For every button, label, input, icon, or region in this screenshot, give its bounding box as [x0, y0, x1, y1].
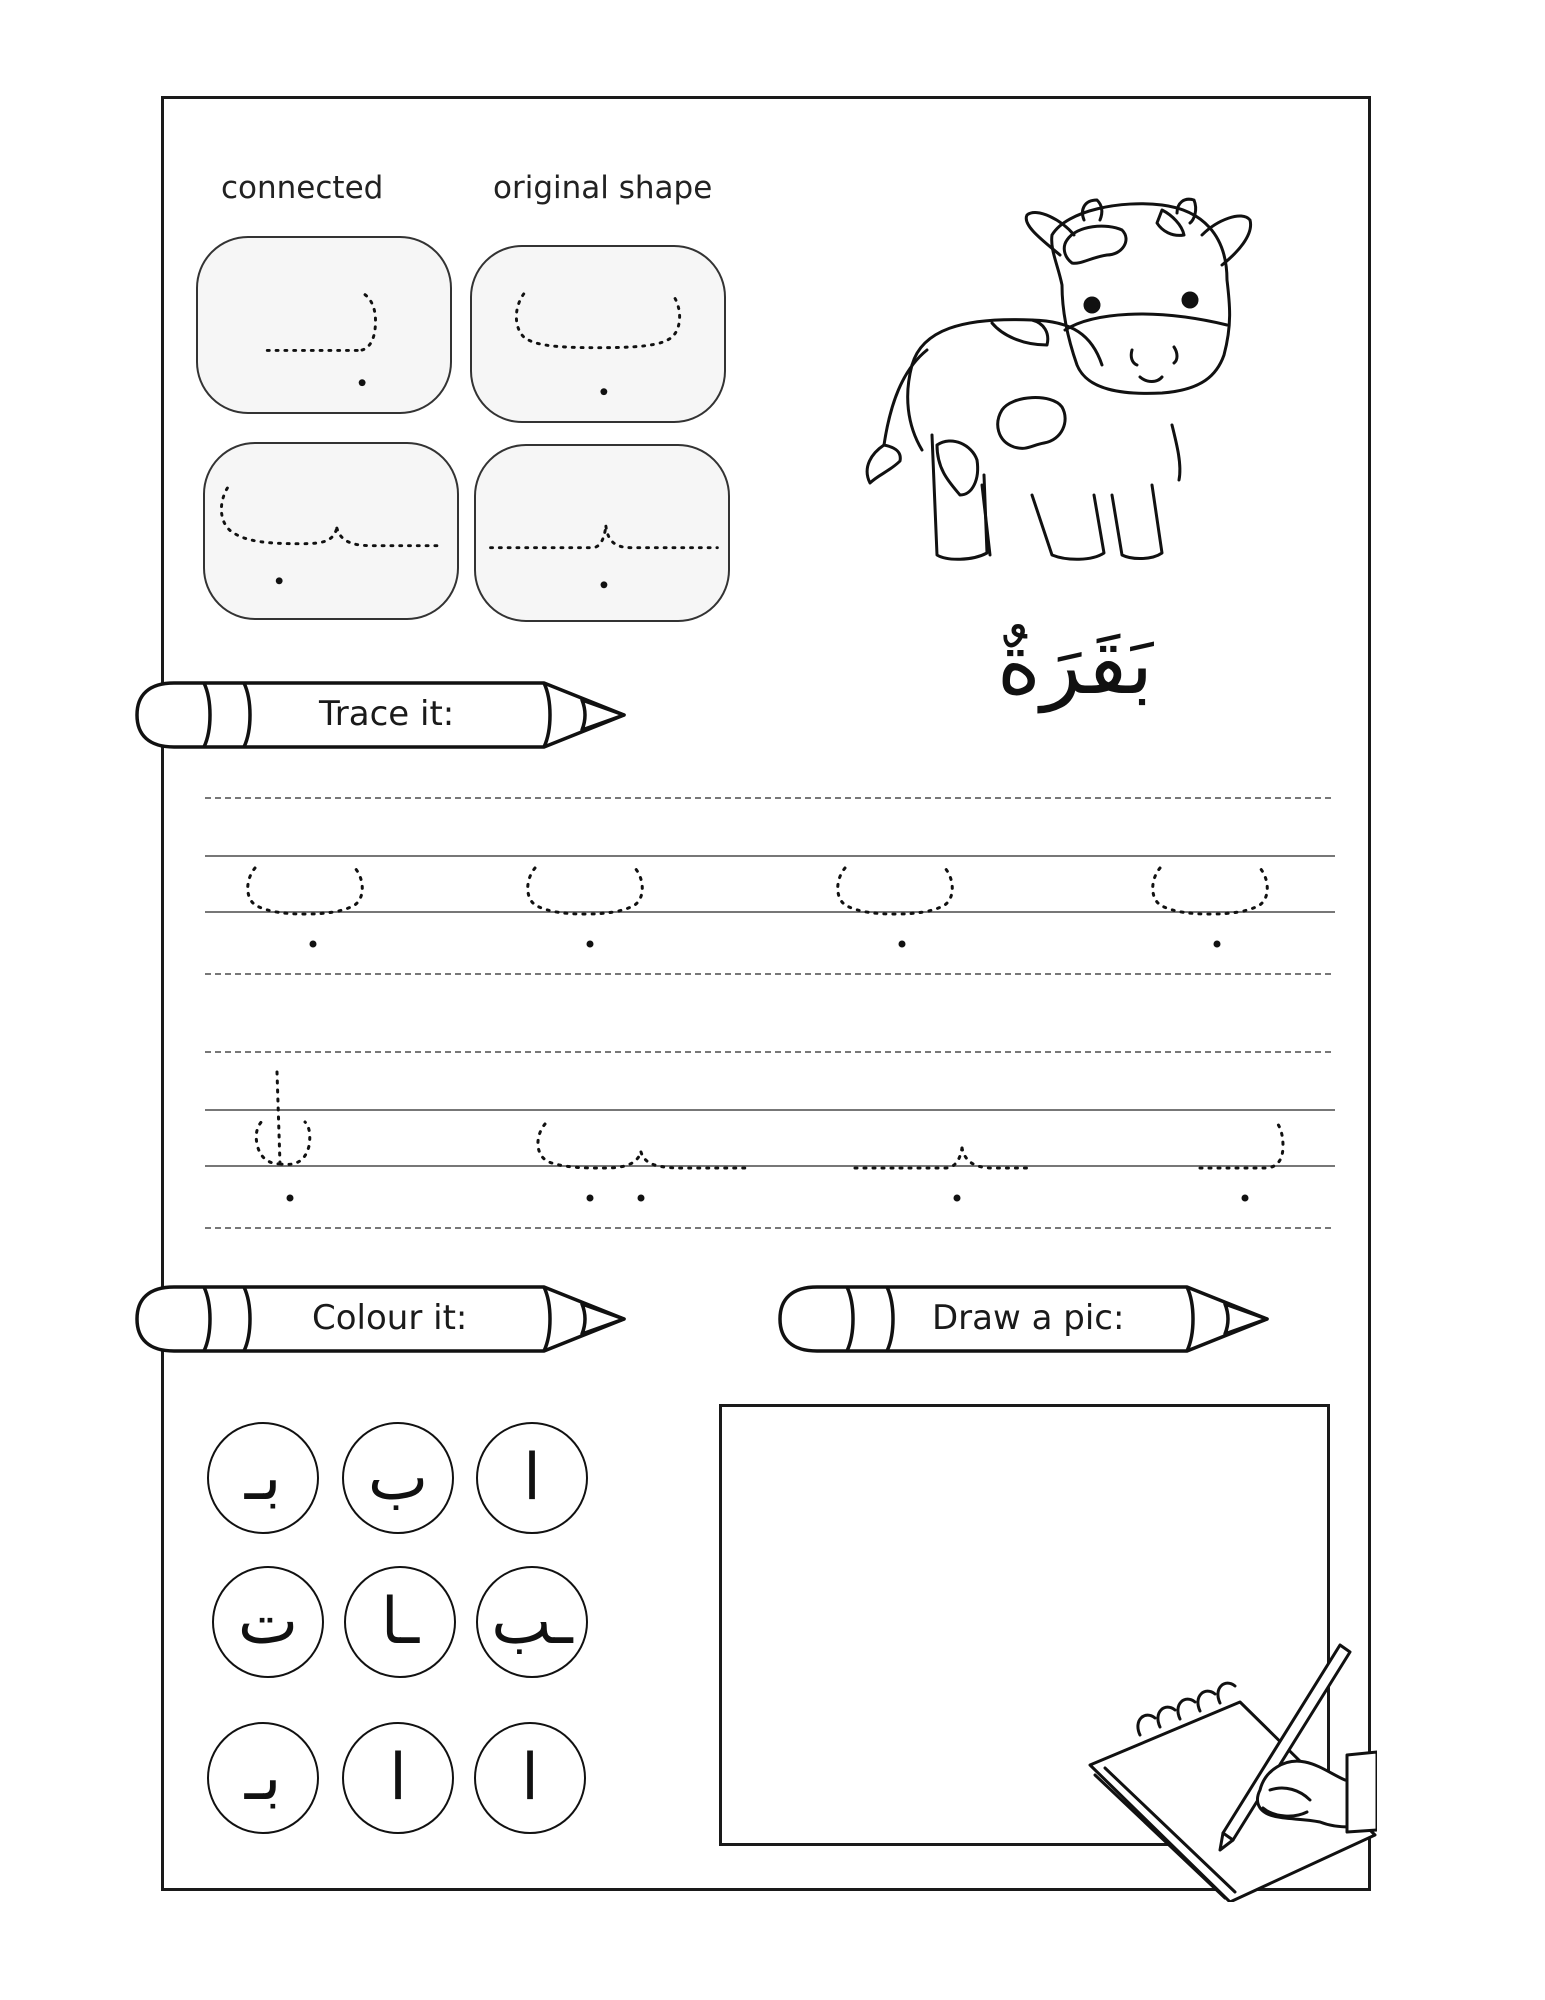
colour-circle-letter[interactable]: ب [342, 1422, 454, 1534]
colour-pencil-banner [134, 1284, 630, 1354]
dotted-letter-ba-final [198, 238, 450, 412]
colour-circle-letter[interactable]: ا [342, 1722, 454, 1834]
draw-pencil-banner [777, 1284, 1273, 1354]
original-shape-label: original shape [493, 170, 713, 206]
trace-it-label: Trace it: [319, 694, 455, 734]
trace-lines-row-2 [205, 1034, 1335, 1234]
dotted-letter-ba-initial-medial [476, 446, 728, 620]
connected-label: connected [221, 170, 384, 206]
colour-circle-letter[interactable]: ـا [344, 1566, 456, 1678]
letter-box-connected-end [196, 236, 452, 414]
hand-writing-notebook-icon [1085, 1640, 1377, 1902]
letter-box-connected-middle [203, 442, 459, 620]
cow-illustration [822, 195, 1292, 575]
trace-row-isolated [205, 780, 1335, 980]
colour-circle-letter[interactable]: ت [212, 1566, 324, 1678]
colour-circle-letter[interactable]: بـ [207, 1722, 319, 1834]
dotted-letter-ba-medial [205, 444, 457, 618]
trace-pencil-banner [134, 680, 630, 750]
arabic-word-cow: بَقَرَةٌ [996, 615, 1154, 713]
colour-it-label: Colour it: [312, 1298, 468, 1338]
trace-row-connected [205, 1034, 1335, 1234]
colour-circle-letter[interactable]: ا [476, 1422, 588, 1534]
colour-circle-letter[interactable]: ا [474, 1722, 586, 1834]
colour-circle-letter[interactable]: ـب [476, 1566, 588, 1678]
letter-box-original-shape [470, 245, 726, 423]
letter-box-connected-start [474, 444, 730, 622]
draw-a-pic-label: Draw a pic: [932, 1298, 1125, 1338]
dotted-letter-ba-isolated [472, 247, 724, 421]
colour-circle-letter[interactable]: بـ [207, 1422, 319, 1534]
trace-lines-row-1 [205, 780, 1335, 980]
